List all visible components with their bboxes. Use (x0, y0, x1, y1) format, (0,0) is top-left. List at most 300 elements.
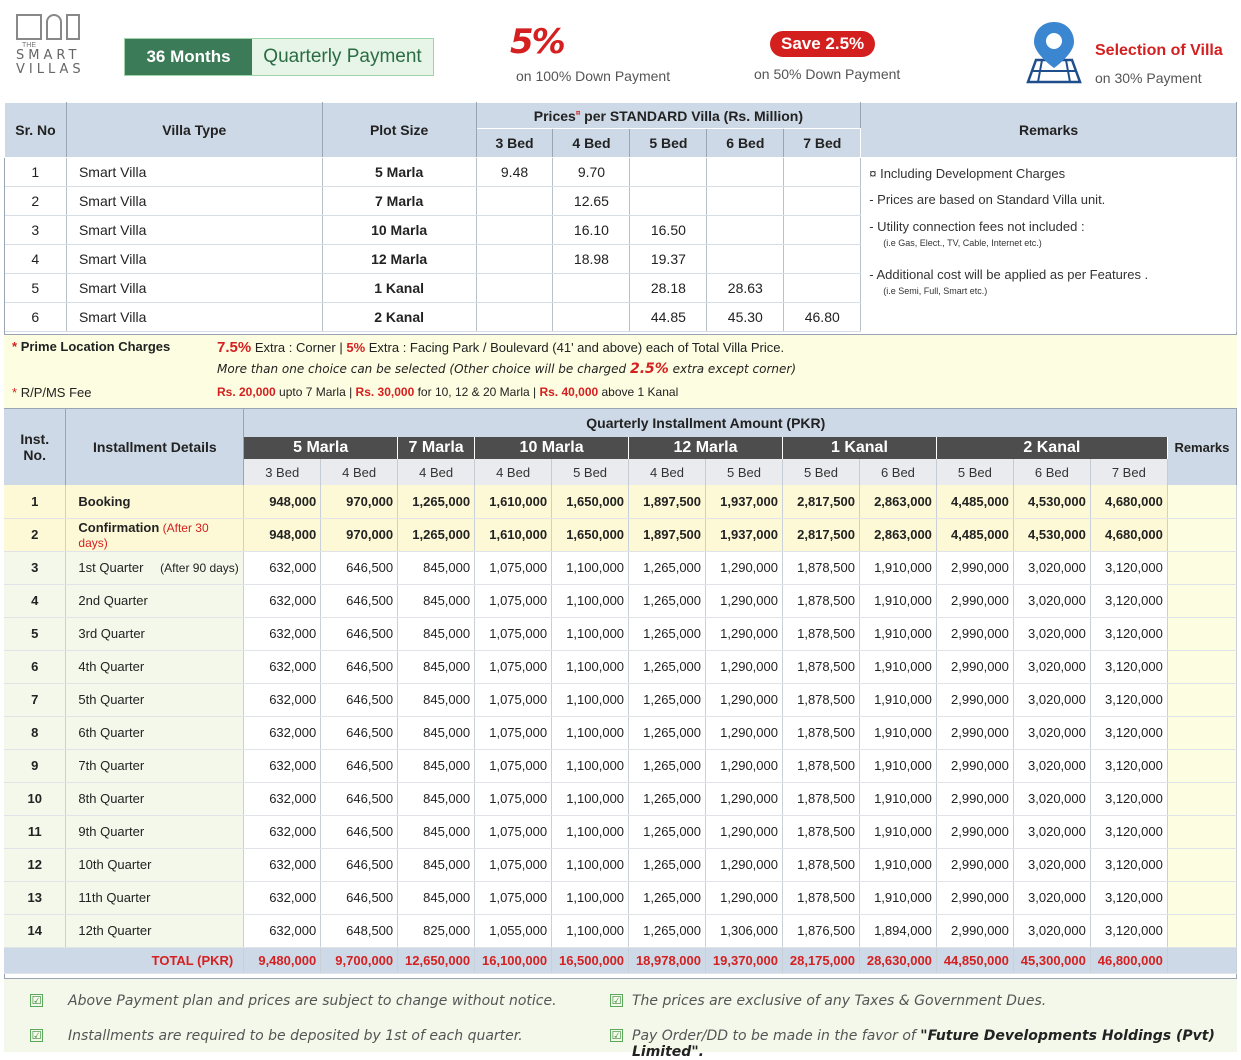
amount-cell: 845,000 (398, 716, 475, 749)
amount-cell: 1,306,000 (706, 914, 783, 947)
sr-no: 3 (5, 216, 67, 245)
plot-size: 5 Marla (322, 158, 476, 187)
amount-cell: 1,075,000 (475, 848, 552, 881)
amount-cell: 2,990,000 (936, 749, 1013, 782)
amount-cell: 632,000 (244, 881, 321, 914)
amount-cell: 1,100,000 (552, 683, 629, 716)
amount-cell: 1,897,500 (629, 485, 706, 518)
table-row (4, 584, 1237, 617)
total-cell: 28,175,000 (782, 947, 859, 973)
amount-cell: 3,020,000 (1013, 749, 1090, 782)
table-row (5, 158, 1237, 187)
amount-cell: 646,500 (321, 617, 398, 650)
total-cell: 9,700,000 (321, 947, 398, 973)
table-row (4, 782, 1237, 815)
amount-cell: 2,990,000 (936, 617, 1013, 650)
table-row (4, 683, 1237, 716)
remarks-cell (1167, 848, 1236, 881)
amount-cell: 3,020,000 (1013, 815, 1090, 848)
amount-cell: 1,265,000 (629, 683, 706, 716)
amount-cell: 845,000 (398, 650, 475, 683)
header-prices: Prices¤ per STANDARD Villa (Rs. Million) (476, 103, 861, 129)
amount-cell: 1,910,000 (859, 683, 936, 716)
bed-header: 3 Bed (244, 459, 321, 485)
amount-cell: 1,937,000 (706, 518, 783, 551)
price-table (4, 102, 1237, 332)
remark-3: - Utility connection fees not included : (i.e Gas, Elect., TV, Cable, Internet etc.) (869, 218, 1085, 248)
price-cell (553, 303, 630, 332)
header-remarks-2: Remarks (1167, 409, 1236, 485)
amount-cell: 3,020,000 (1013, 650, 1090, 683)
inst-detail: 5th Quarter (66, 683, 244, 716)
total-cell: 18,978,000 (629, 947, 706, 973)
amount-cell: 632,000 (244, 914, 321, 947)
amount-cell: 2,990,000 (936, 881, 1013, 914)
amount-cell: 2,817,500 (782, 485, 859, 518)
remarks-cell (1167, 683, 1236, 716)
price-cell (784, 274, 861, 303)
amount-cell: 1,290,000 (706, 881, 783, 914)
check-icon: ☑ (31, 994, 42, 1007)
remarks-cell (1167, 947, 1236, 973)
plot-group-header: 5 Marla (244, 437, 398, 459)
bed-header: 6 Bed (859, 459, 936, 485)
amount-cell: 970,000 (321, 485, 398, 518)
remarks-cell (1167, 716, 1236, 749)
amount-cell: 1,937,000 (706, 485, 783, 518)
inst-no: 7 (4, 683, 66, 716)
bed-header: 4 Bed (475, 459, 552, 485)
amount-cell: 3,120,000 (1090, 815, 1167, 848)
amount-cell: 2,990,000 (936, 782, 1013, 815)
remarks-cell (1167, 881, 1236, 914)
amount-cell: 948,000 (244, 518, 321, 551)
amount-cell: 1,878,500 (782, 584, 859, 617)
amount-cell: 3,020,000 (1013, 914, 1090, 947)
amount-cell: 2,990,000 (936, 683, 1013, 716)
amount-cell: 632,000 (244, 716, 321, 749)
bed-header: 4 Bed (553, 129, 630, 158)
inst-no: 4 (4, 584, 66, 617)
amount-cell: 1,100,000 (552, 815, 629, 848)
fee-line: Rs. 20,000 upto 7 Marla | Rs. 30,000 for 10, 12 & 20 Marla | Rs. 40,000 above 1 Kanal (217, 385, 679, 399)
remark-1: ¤ Including Development Charges (869, 166, 1066, 181)
table-row (4, 518, 1237, 551)
bed-header: 5 Bed (706, 459, 783, 485)
amount-cell: 4,485,000 (936, 518, 1013, 551)
price-cell (476, 187, 553, 216)
total-cell: 12,650,000 (398, 947, 475, 973)
header-srno: Sr. No (5, 103, 67, 158)
amount-cell: 1,265,000 (629, 551, 706, 584)
note-2: Installments are required to be deposited by 1st of each quarter. (68, 1028, 523, 1044)
inst-detail: 1st Quarter (After 90 days) (66, 551, 244, 584)
plan-label: Quarterly Payment (252, 39, 433, 75)
amount-cell: 646,500 (321, 782, 398, 815)
plot-group-header: 10 Marla (475, 437, 629, 459)
amount-cell: 3,120,000 (1090, 749, 1167, 782)
price-cell (784, 187, 861, 216)
discount1-sub: on 100% Down Payment (516, 68, 671, 84)
inst-no: 12 (4, 848, 66, 881)
amount-cell: 632,000 (244, 815, 321, 848)
price-cell: 12.65 (553, 187, 630, 216)
amount-cell: 3,120,000 (1090, 881, 1167, 914)
amount-cell: 3,120,000 (1090, 683, 1167, 716)
amount-cell: 632,000 (244, 683, 321, 716)
plot-group-header: 2 Kanal (936, 437, 1167, 459)
amount-cell: 648,500 (321, 914, 398, 947)
amount-cell: 1,265,000 (629, 782, 706, 815)
bed-header: 7 Bed (1090, 459, 1167, 485)
price-cell: 9.48 (476, 158, 553, 187)
price-cell: 9.70 (553, 158, 630, 187)
amount-cell: 1,878,500 (782, 749, 859, 782)
amount-cell: 1,290,000 (706, 716, 783, 749)
price-cell: 19.37 (630, 245, 707, 274)
inst-detail: 6th Quarter (66, 716, 244, 749)
amount-cell: 1,878,500 (782, 782, 859, 815)
amount-cell: 1,265,000 (629, 584, 706, 617)
price-cell: 16.10 (553, 216, 630, 245)
amount-cell: 2,817,500 (782, 518, 859, 551)
amount-cell: 646,500 (321, 815, 398, 848)
bed-header: 6 Bed (1013, 459, 1090, 485)
inst-detail: 11th Quarter (66, 881, 244, 914)
amount-cell: 2,990,000 (936, 914, 1013, 947)
price-cell (630, 158, 707, 187)
plot-group-header: 7 Marla (398, 437, 475, 459)
header-inst-no: Inst. No. (4, 409, 66, 485)
remarks-cell (1167, 914, 1236, 947)
price-cell: 46.80 (784, 303, 861, 332)
inst-no: 6 (4, 650, 66, 683)
amount-cell: 1,100,000 (552, 617, 629, 650)
header-remarks: Remarks (861, 103, 1237, 158)
price-cell: 28.18 (630, 274, 707, 303)
bed-header: 4 Bed (321, 459, 398, 485)
amount-cell: 1,075,000 (475, 815, 552, 848)
amount-cell: 646,500 (321, 848, 398, 881)
amount-cell: 632,000 (244, 749, 321, 782)
amount-cell: 3,120,000 (1090, 584, 1167, 617)
bed-header: 4 Bed (398, 459, 475, 485)
amount-cell: 2,990,000 (936, 584, 1013, 617)
amount-cell: 1,265,000 (398, 485, 475, 518)
price-cell (784, 245, 861, 274)
amount-cell: 1,075,000 (475, 551, 552, 584)
header-installment-details: Installment Details (66, 409, 244, 485)
amount-cell: 1,075,000 (475, 584, 552, 617)
total-cell: 19,370,000 (706, 947, 783, 973)
inst-no: 8 (4, 716, 66, 749)
amount-cell: 4,485,000 (936, 485, 1013, 518)
amount-cell: 1,265,000 (629, 650, 706, 683)
amount-cell: 3,120,000 (1090, 716, 1167, 749)
remarks-cell (1167, 782, 1236, 815)
amount-cell: 646,500 (321, 716, 398, 749)
note-1: Above Payment plan and prices are subject to change without notice. (68, 993, 557, 1009)
table-row (4, 485, 1237, 518)
inst-no: 13 (4, 881, 66, 914)
amount-cell: 1,265,000 (629, 914, 706, 947)
plot-group-header: 12 Marla (629, 437, 783, 459)
amount-cell: 825,000 (398, 914, 475, 947)
amount-cell: 2,990,000 (936, 815, 1013, 848)
amount-cell: 632,000 (244, 551, 321, 584)
logo-the: THE (22, 42, 36, 49)
amount-cell: 3,120,000 (1090, 650, 1167, 683)
amount-cell: 1,910,000 (859, 848, 936, 881)
amount-cell: 4,530,000 (1013, 518, 1090, 551)
amount-cell: 1,894,000 (859, 914, 936, 947)
amount-cell: 1,878,500 (782, 848, 859, 881)
remark-4: - Additional cost will be applied as per Features . (i.e Semi, Full, Smart etc.) (869, 267, 1149, 297)
amount-cell: 646,500 (321, 551, 398, 584)
amount-cell: 3,020,000 (1013, 782, 1090, 815)
amount-cell: 1,878,500 (782, 551, 859, 584)
amount-cell: 1,910,000 (859, 617, 936, 650)
remarks-cell (1167, 584, 1236, 617)
amount-cell: 845,000 (398, 683, 475, 716)
villa-type: Smart Villa (66, 303, 322, 332)
amount-cell: 1,075,000 (475, 650, 552, 683)
price-cell (784, 158, 861, 187)
amount-cell: 1,910,000 (859, 815, 936, 848)
price-cell (630, 187, 707, 216)
amount-cell: 1,100,000 (552, 716, 629, 749)
amount-cell: 3,120,000 (1090, 782, 1167, 815)
amount-cell: 1,910,000 (859, 584, 936, 617)
amount-cell: 1,910,000 (859, 716, 936, 749)
sr-no: 2 (5, 187, 67, 216)
inst-detail: 9th Quarter (66, 815, 244, 848)
amount-cell: 1,290,000 (706, 650, 783, 683)
table-row (4, 617, 1237, 650)
price-cell (476, 216, 553, 245)
check-icon: ☑ (611, 1029, 622, 1042)
remarks-cell (1167, 518, 1236, 551)
amount-cell: 1,290,000 (706, 683, 783, 716)
remarks-cell (861, 158, 1237, 332)
amount-cell: 1,897,500 (629, 518, 706, 551)
total-cell: 46,800,000 (1090, 947, 1167, 973)
bed-header: 4 Bed (629, 459, 706, 485)
amount-cell: 4,680,000 (1090, 485, 1167, 518)
amount-cell: 1,650,000 (552, 485, 629, 518)
bed-header: 5 Bed (782, 459, 859, 485)
table-row (4, 551, 1237, 584)
table-row (4, 716, 1237, 749)
price-cell (707, 245, 784, 274)
total-row (4, 947, 1237, 973)
amount-cell: 2,990,000 (936, 848, 1013, 881)
installment-table (4, 409, 1237, 974)
inst-no: 10 (4, 782, 66, 815)
bed-header: 5 Bed (936, 459, 1013, 485)
total-cell: 44,850,000 (936, 947, 1013, 973)
table-row (4, 881, 1237, 914)
amount-cell: 970,000 (321, 518, 398, 551)
amount-cell: 632,000 (244, 584, 321, 617)
remarks-cell (1167, 617, 1236, 650)
amount-cell: 3,120,000 (1090, 617, 1167, 650)
amount-cell: 1,878,500 (782, 650, 859, 683)
inst-detail: 4th Quarter (66, 650, 244, 683)
amount-cell: 2,863,000 (859, 518, 936, 551)
months-label: 36 Months (125, 39, 252, 75)
check-icon: ☑ (611, 994, 622, 1007)
amount-cell: 3,020,000 (1013, 617, 1090, 650)
check-icon: ☑ (31, 1029, 42, 1042)
amount-cell: 1,265,000 (629, 848, 706, 881)
inst-detail: 2nd Quarter (66, 584, 244, 617)
plot-group-header: 1 Kanal (782, 437, 936, 459)
inst-detail: 12th Quarter (66, 914, 244, 947)
plot-size: 7 Marla (322, 187, 476, 216)
total-cell: 16,500,000 (552, 947, 629, 973)
amount-cell: 632,000 (244, 782, 321, 815)
amount-cell: 1,100,000 (552, 584, 629, 617)
price-cell (476, 245, 553, 274)
amount-cell: 4,680,000 (1090, 518, 1167, 551)
total-cell: 16,100,000 (475, 947, 552, 973)
amount-cell: 845,000 (398, 617, 475, 650)
bed-header: 6 Bed (707, 129, 784, 158)
amount-cell: 1,075,000 (475, 782, 552, 815)
inst-no: 2 (4, 518, 66, 551)
amount-cell: 646,500 (321, 881, 398, 914)
amount-cell: 632,000 (244, 848, 321, 881)
price-cell (707, 187, 784, 216)
price-cell: 44.85 (630, 303, 707, 332)
amount-cell: 1,265,000 (629, 617, 706, 650)
header-villa-type: Villa Type (66, 103, 322, 158)
logo (16, 14, 106, 96)
amount-cell: 1,100,000 (552, 881, 629, 914)
amount-cell: 646,500 (321, 683, 398, 716)
amount-cell: 1,878,500 (782, 716, 859, 749)
amount-cell: 1,265,000 (629, 749, 706, 782)
header (4, 4, 1237, 102)
amount-cell: 1,290,000 (706, 848, 783, 881)
amount-cell: 3,020,000 (1013, 848, 1090, 881)
amount-cell: 646,500 (321, 584, 398, 617)
villa-type: Smart Villa (66, 274, 322, 303)
amount-cell: 3,020,000 (1013, 584, 1090, 617)
amount-cell: 2,990,000 (936, 551, 1013, 584)
amount-cell: 3,120,000 (1090, 551, 1167, 584)
price-cell (784, 216, 861, 245)
villa-type: Smart Villa (66, 187, 322, 216)
table-row (4, 914, 1237, 947)
inst-detail: 7th Quarter (66, 749, 244, 782)
amount-cell: 3,020,000 (1013, 716, 1090, 749)
amount-cell: 1,290,000 (706, 782, 783, 815)
amount-cell: 1,290,000 (706, 551, 783, 584)
amount-cell: 4,530,000 (1013, 485, 1090, 518)
prime-label: * Prime Location Charges (12, 339, 171, 354)
header-quarterly-amount: Quarterly Installment Amount (PKR) (244, 409, 1168, 437)
amount-cell: 1,878,500 (782, 617, 859, 650)
remarks-cell (1167, 551, 1236, 584)
amount-cell: 845,000 (398, 881, 475, 914)
amount-cell: 1,265,000 (629, 881, 706, 914)
price-cell (553, 274, 630, 303)
inst-detail: 8th Quarter (66, 782, 244, 815)
price-cell: 18.98 (553, 245, 630, 274)
amount-cell: 1,055,000 (475, 914, 552, 947)
amount-cell: 1,290,000 (706, 584, 783, 617)
villa-title: Selection of Villa (1095, 42, 1223, 59)
remarks-cell (1167, 815, 1236, 848)
discount2-sub: on 50% Down Payment (754, 66, 901, 82)
sr-no: 1 (5, 158, 67, 187)
amount-cell: 1,075,000 (475, 716, 552, 749)
amount-cell: 3,020,000 (1013, 881, 1090, 914)
amount-cell: 3,020,000 (1013, 683, 1090, 716)
villa-type: Smart Villa (66, 245, 322, 274)
amount-cell: 845,000 (398, 749, 475, 782)
sr-no: 4 (5, 245, 67, 274)
price-cell (707, 216, 784, 245)
price-cell (707, 158, 784, 187)
amount-cell: 1,876,500 (782, 914, 859, 947)
amount-cell: 1,878,500 (782, 683, 859, 716)
inst-no: 9 (4, 749, 66, 782)
table-row (4, 848, 1237, 881)
amount-cell: 632,000 (244, 617, 321, 650)
inst-no: 3 (4, 551, 66, 584)
total-cell: 9,480,000 (244, 947, 321, 973)
amount-cell: 845,000 (398, 815, 475, 848)
amount-cell: 1,100,000 (552, 749, 629, 782)
prime-line2: More than one choice can be selected (Other choice will be charged 2.5% extra except corner) (217, 361, 797, 377)
amount-cell: 1,610,000 (475, 485, 552, 518)
amount-cell: 1,910,000 (859, 881, 936, 914)
plan-badge (124, 38, 434, 76)
amount-cell: 1,100,000 (552, 848, 629, 881)
amount-cell: 646,500 (321, 749, 398, 782)
amount-cell: 1,878,500 (782, 815, 859, 848)
plot-size: 2 Kanal (322, 303, 476, 332)
plot-size: 1 Kanal (322, 274, 476, 303)
amount-cell: 3,120,000 (1090, 914, 1167, 947)
header-plot-size: Plot Size (322, 103, 476, 158)
amount-cell: 948,000 (244, 485, 321, 518)
price-cell: 45.30 (707, 303, 784, 332)
location-pin-icon (1022, 20, 1086, 86)
price-cell: 16.50 (630, 216, 707, 245)
price-cell (476, 274, 553, 303)
amount-cell: 1,290,000 (706, 749, 783, 782)
amount-cell: 1,610,000 (475, 518, 552, 551)
amount-cell: 1,100,000 (552, 782, 629, 815)
amount-cell: 1,650,000 (552, 518, 629, 551)
amount-cell: 1,910,000 (859, 749, 936, 782)
logo-villas: VILLAS (16, 62, 85, 77)
sr-no: 6 (5, 303, 67, 332)
plot-size: 12 Marla (322, 245, 476, 274)
villa-type: Smart Villa (66, 216, 322, 245)
amount-cell: 3,020,000 (1013, 551, 1090, 584)
table-row (4, 650, 1237, 683)
inst-no: 1 (4, 485, 66, 518)
remarks-cell (1167, 749, 1236, 782)
inst-no: 5 (4, 617, 66, 650)
prime-line1: 7.5% Extra : Corner | 5% Extra : Facing Park / Boulevard (41' and above) each of Total Villa Price. (217, 339, 785, 356)
inst-detail: 3rd Quarter (66, 617, 244, 650)
